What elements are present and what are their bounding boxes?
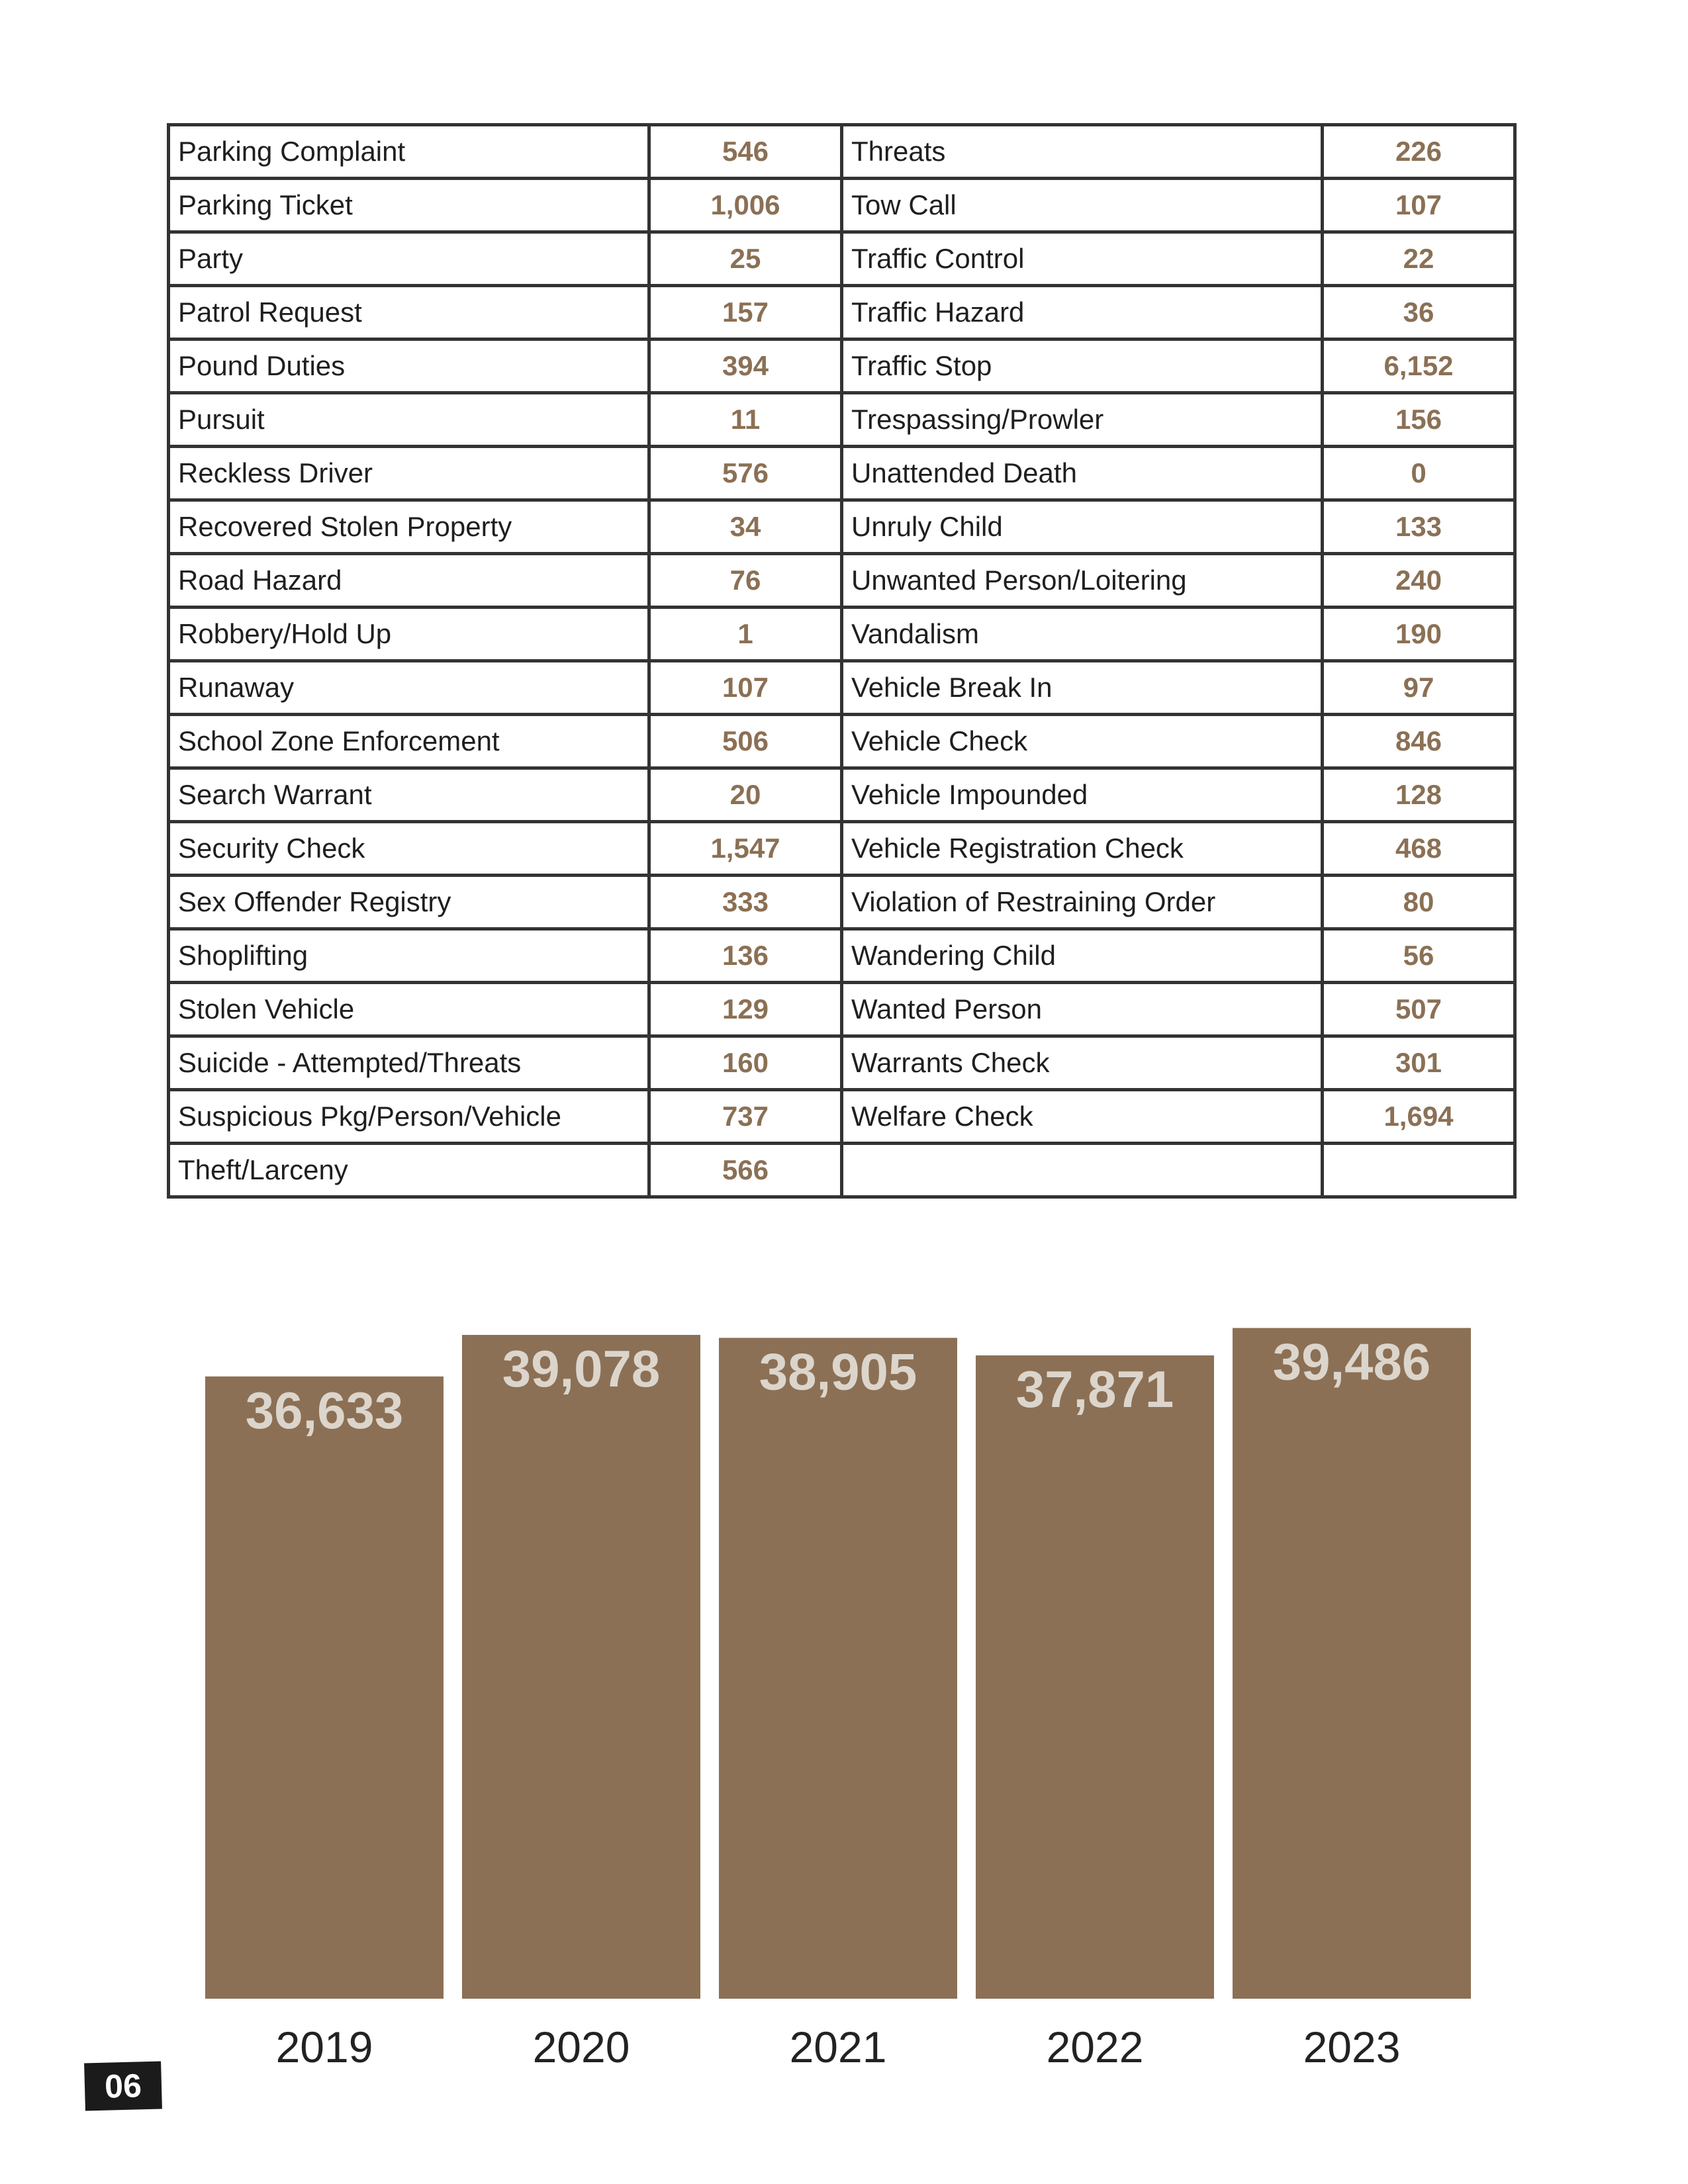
bar-2023	[1233, 1328, 1471, 1999]
right-call-count: 1,694	[1323, 1090, 1515, 1144]
right-call-type-label	[842, 1144, 1323, 1197]
left-call-count: 546	[649, 125, 842, 179]
bar-value-label: 38,905	[759, 1342, 917, 1401]
left-call-type-label: Parking Complaint	[169, 125, 649, 179]
table-row	[169, 232, 1515, 286]
left-call-count: 160	[649, 1036, 842, 1090]
left-call-type-label: Runaway	[169, 661, 649, 715]
left-call-type-label: Pound Duties	[169, 340, 649, 393]
right-call-type-label: Vandalism	[842, 608, 1323, 661]
left-call-count: 1,547	[649, 822, 842, 876]
right-call-count: 190	[1323, 608, 1515, 661]
x-axis-year-label: 2023	[1303, 2023, 1401, 2071]
table-row	[169, 608, 1515, 661]
left-call-type-label: Recovered Stolen Property	[169, 500, 649, 554]
left-call-count: 566	[649, 1144, 842, 1197]
right-call-type-label: Warrants Check	[842, 1036, 1323, 1090]
right-call-count: 226	[1323, 125, 1515, 179]
right-call-count: 507	[1323, 983, 1515, 1036]
left-call-count: 76	[649, 554, 842, 608]
left-call-count: 107	[649, 661, 842, 715]
right-call-count: 240	[1323, 554, 1515, 608]
table-row	[169, 447, 1515, 500]
table-row	[169, 1090, 1515, 1144]
left-call-count: 1	[649, 608, 842, 661]
left-call-type-label: Patrol Request	[169, 286, 649, 340]
right-call-count: 468	[1323, 822, 1515, 876]
bar-2021	[719, 1338, 957, 1999]
left-call-count: 576	[649, 447, 842, 500]
table-row	[169, 179, 1515, 232]
left-call-count: 506	[649, 715, 842, 768]
right-call-type-label: Vehicle Impounded	[842, 768, 1323, 822]
left-call-type-label: Pursuit	[169, 393, 649, 447]
left-call-count: 11	[649, 393, 842, 447]
call-types-table	[167, 123, 1517, 1199]
right-call-type-label: Traffic Stop	[842, 340, 1323, 393]
right-call-type-label: Vehicle Break In	[842, 661, 1323, 715]
bar-2020	[462, 1335, 700, 1999]
left-call-count: 157	[649, 286, 842, 340]
table-row	[169, 1036, 1515, 1090]
right-call-count: 22	[1323, 232, 1515, 286]
bar-value-label: 39,078	[502, 1340, 661, 1398]
right-call-type-label: Violation of Restraining Order	[842, 876, 1323, 929]
right-call-type-label: Welfare Check	[842, 1090, 1323, 1144]
left-call-count: 394	[649, 340, 842, 393]
right-call-count: 36	[1323, 286, 1515, 340]
bar-value-label: 37,871	[1015, 1360, 1174, 1419]
x-axis-year-label: 2021	[789, 2023, 887, 2071]
left-call-type-label: Stolen Vehicle	[169, 983, 649, 1036]
bar-value-label: 36,633	[245, 1381, 404, 1439]
yearly-calls-bar-chart	[0, 1297, 1688, 2091]
left-call-type-label: Robbery/Hold Up	[169, 608, 649, 661]
right-call-type-label: Unruly Child	[842, 500, 1323, 554]
right-call-count: 107	[1323, 179, 1515, 232]
table-row	[169, 876, 1515, 929]
right-call-type-label: Unattended Death	[842, 447, 1323, 500]
bar-2022	[976, 1355, 1214, 1999]
right-call-count: 156	[1323, 393, 1515, 447]
left-call-count: 129	[649, 983, 842, 1036]
right-call-count: 0	[1323, 447, 1515, 500]
table-row	[169, 125, 1515, 179]
right-call-count: 6,152	[1323, 340, 1515, 393]
right-call-type-label: Tow Call	[842, 179, 1323, 232]
table-row	[169, 768, 1515, 822]
table-row	[169, 661, 1515, 715]
right-call-type-label: Traffic Hazard	[842, 286, 1323, 340]
left-call-type-label: Parking Ticket	[169, 179, 649, 232]
table-row	[169, 1144, 1515, 1197]
right-call-count: 56	[1323, 929, 1515, 983]
left-call-count: 25	[649, 232, 842, 286]
left-call-type-label: Road Hazard	[169, 554, 649, 608]
left-call-type-label: Suspicious Pkg/Person/Vehicle	[169, 1090, 649, 1144]
x-axis-year-label: 2019	[275, 2023, 373, 2071]
right-call-count: 301	[1323, 1036, 1515, 1090]
left-call-type-label: Shoplifting	[169, 929, 649, 983]
table-row	[169, 393, 1515, 447]
right-call-count: 128	[1323, 768, 1515, 822]
left-call-count: 1,006	[649, 179, 842, 232]
left-call-type-label: Reckless Driver	[169, 447, 649, 500]
right-call-type-label: Traffic Control	[842, 232, 1323, 286]
right-call-type-label: Threats	[842, 125, 1323, 179]
right-call-type-label: Unwanted Person/Loitering	[842, 554, 1323, 608]
left-call-count: 34	[649, 500, 842, 554]
right-call-count	[1323, 1144, 1515, 1197]
call-types-table-body	[169, 125, 1515, 1197]
right-call-type-label: Trespassing/Prowler	[842, 393, 1323, 447]
bar-2019	[205, 1377, 444, 1999]
right-call-count: 846	[1323, 715, 1515, 768]
left-call-count: 737	[649, 1090, 842, 1144]
x-axis-year-label: 2022	[1046, 2023, 1144, 2071]
right-call-count: 97	[1323, 661, 1515, 715]
right-call-count: 80	[1323, 876, 1515, 929]
table-row	[169, 500, 1515, 554]
table-row	[169, 340, 1515, 393]
left-call-type-label: Theft/Larceny	[169, 1144, 649, 1197]
left-call-count: 136	[649, 929, 842, 983]
table-row	[169, 286, 1515, 340]
left-call-type-label: Search Warrant	[169, 768, 649, 822]
right-call-type-label: Vehicle Check	[842, 715, 1323, 768]
left-call-type-label: Sex Offender Registry	[169, 876, 649, 929]
right-call-type-label: Wanted Person	[842, 983, 1323, 1036]
table-row	[169, 983, 1515, 1036]
right-call-type-label: Vehicle Registration Check	[842, 822, 1323, 876]
left-call-type-label: Suicide - Attempted/Threats	[169, 1036, 649, 1090]
right-call-count: 133	[1323, 500, 1515, 554]
table-row	[169, 554, 1515, 608]
left-call-count: 20	[649, 768, 842, 822]
table-row	[169, 715, 1515, 768]
left-call-type-label: Party	[169, 232, 649, 286]
x-axis-year-label: 2020	[532, 2023, 630, 2071]
right-call-type-label: Wandering Child	[842, 929, 1323, 983]
left-call-type-label: School Zone Enforcement	[169, 715, 649, 768]
table-row	[169, 929, 1515, 983]
bar-value-label: 39,486	[1272, 1332, 1431, 1391]
page-number-badge: 06	[84, 2061, 162, 2111]
left-call-count: 333	[649, 876, 842, 929]
table-row	[169, 822, 1515, 876]
left-call-type-label: Security Check	[169, 822, 649, 876]
